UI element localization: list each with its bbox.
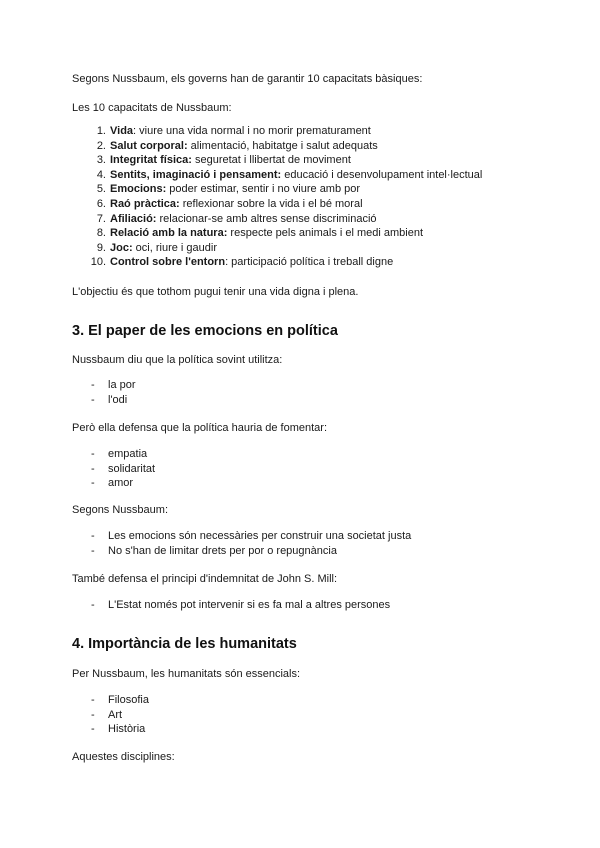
capacities-list <box>72 124 532 270</box>
list-item: 3. Integritat física: seguretat i llibertat de moviment <box>96 154 351 167</box>
list-item: 5. Emocions: poder estimar, sentir i no viure amb por <box>96 183 361 196</box>
list-item: - amor <box>91 477 134 490</box>
uses-list <box>72 378 372 407</box>
list-item: - No s'han de limitar drets per por o repugnància <box>91 544 337 557</box>
list-item: - Art <box>91 708 123 721</box>
list-item: - Filosofia <box>91 694 149 706</box>
list-item: - empatia <box>91 448 148 460</box>
humanities-list <box>72 693 372 737</box>
section-heading-4: 4. Importància de les humanitats <box>72 636 297 652</box>
list-item: 1. Vida: viure una vida normal i no morir prematurament <box>96 125 371 137</box>
list-item: 6. Raó pràctica: reflexionar sobre la vida i el bé moral <box>96 197 363 210</box>
list-item: 10. Control sobre l'entorn: participació política i treball digne <box>90 256 394 269</box>
list-item: 2. Salut corporal: alimentació, habitatge i salut adequats <box>96 139 378 152</box>
list-item: - Les emocions són necessàries per construir una societat justa <box>91 530 412 542</box>
intro-paragraph: Segons Nussbaum, els governs han de garantir 10 capacitats bàsiques: <box>72 73 423 85</box>
list-item: 8. Relació amb la natura: respecte pels animals i el medi ambient <box>96 227 424 240</box>
section-heading-3: 3. El paper de les emocions en política <box>72 323 338 339</box>
mill-list <box>72 598 512 613</box>
list-item: - l'odi <box>91 393 128 406</box>
list-item: 7. Afiliació: relacionar-se amb altres sense discriminació <box>96 212 377 225</box>
list-item: - solidaritat <box>91 462 156 475</box>
disciplines-paragraph: Aquestes disciplines: <box>72 751 175 763</box>
humanities-paragraph: Per Nussbaum, les humanitats són essencials: <box>72 668 301 680</box>
uses-paragraph: Nussbaum diu que la política sovint utilitza: <box>72 354 283 366</box>
list-item: - la por <box>91 379 136 391</box>
defends-paragraph: Però ella defensa que la política hauria de fomentar: <box>72 422 327 434</box>
list-item: - L'Estat només pot intervenir si es fa mal a altres persones <box>91 599 391 611</box>
according-list <box>72 529 512 558</box>
capacities-intro: Les 10 capacitats de Nussbaum: <box>72 102 232 114</box>
list-item: 9. Joc: oci, riure i gaudir <box>96 241 217 254</box>
list-item: - Història <box>91 723 146 736</box>
mill-paragraph: També defensa el principi d'indemnitat de John S. Mill: <box>72 573 338 585</box>
foster-list <box>72 447 372 491</box>
list-item: 4. Sentits, imaginació i pensament: educació i desenvolupament intel·lectual <box>96 168 483 181</box>
objective-paragraph: L'objectiu és que tothom pugui tenir una vida digna i plena. <box>72 286 359 298</box>
according-paragraph: Segons Nussbaum: <box>72 504 168 516</box>
